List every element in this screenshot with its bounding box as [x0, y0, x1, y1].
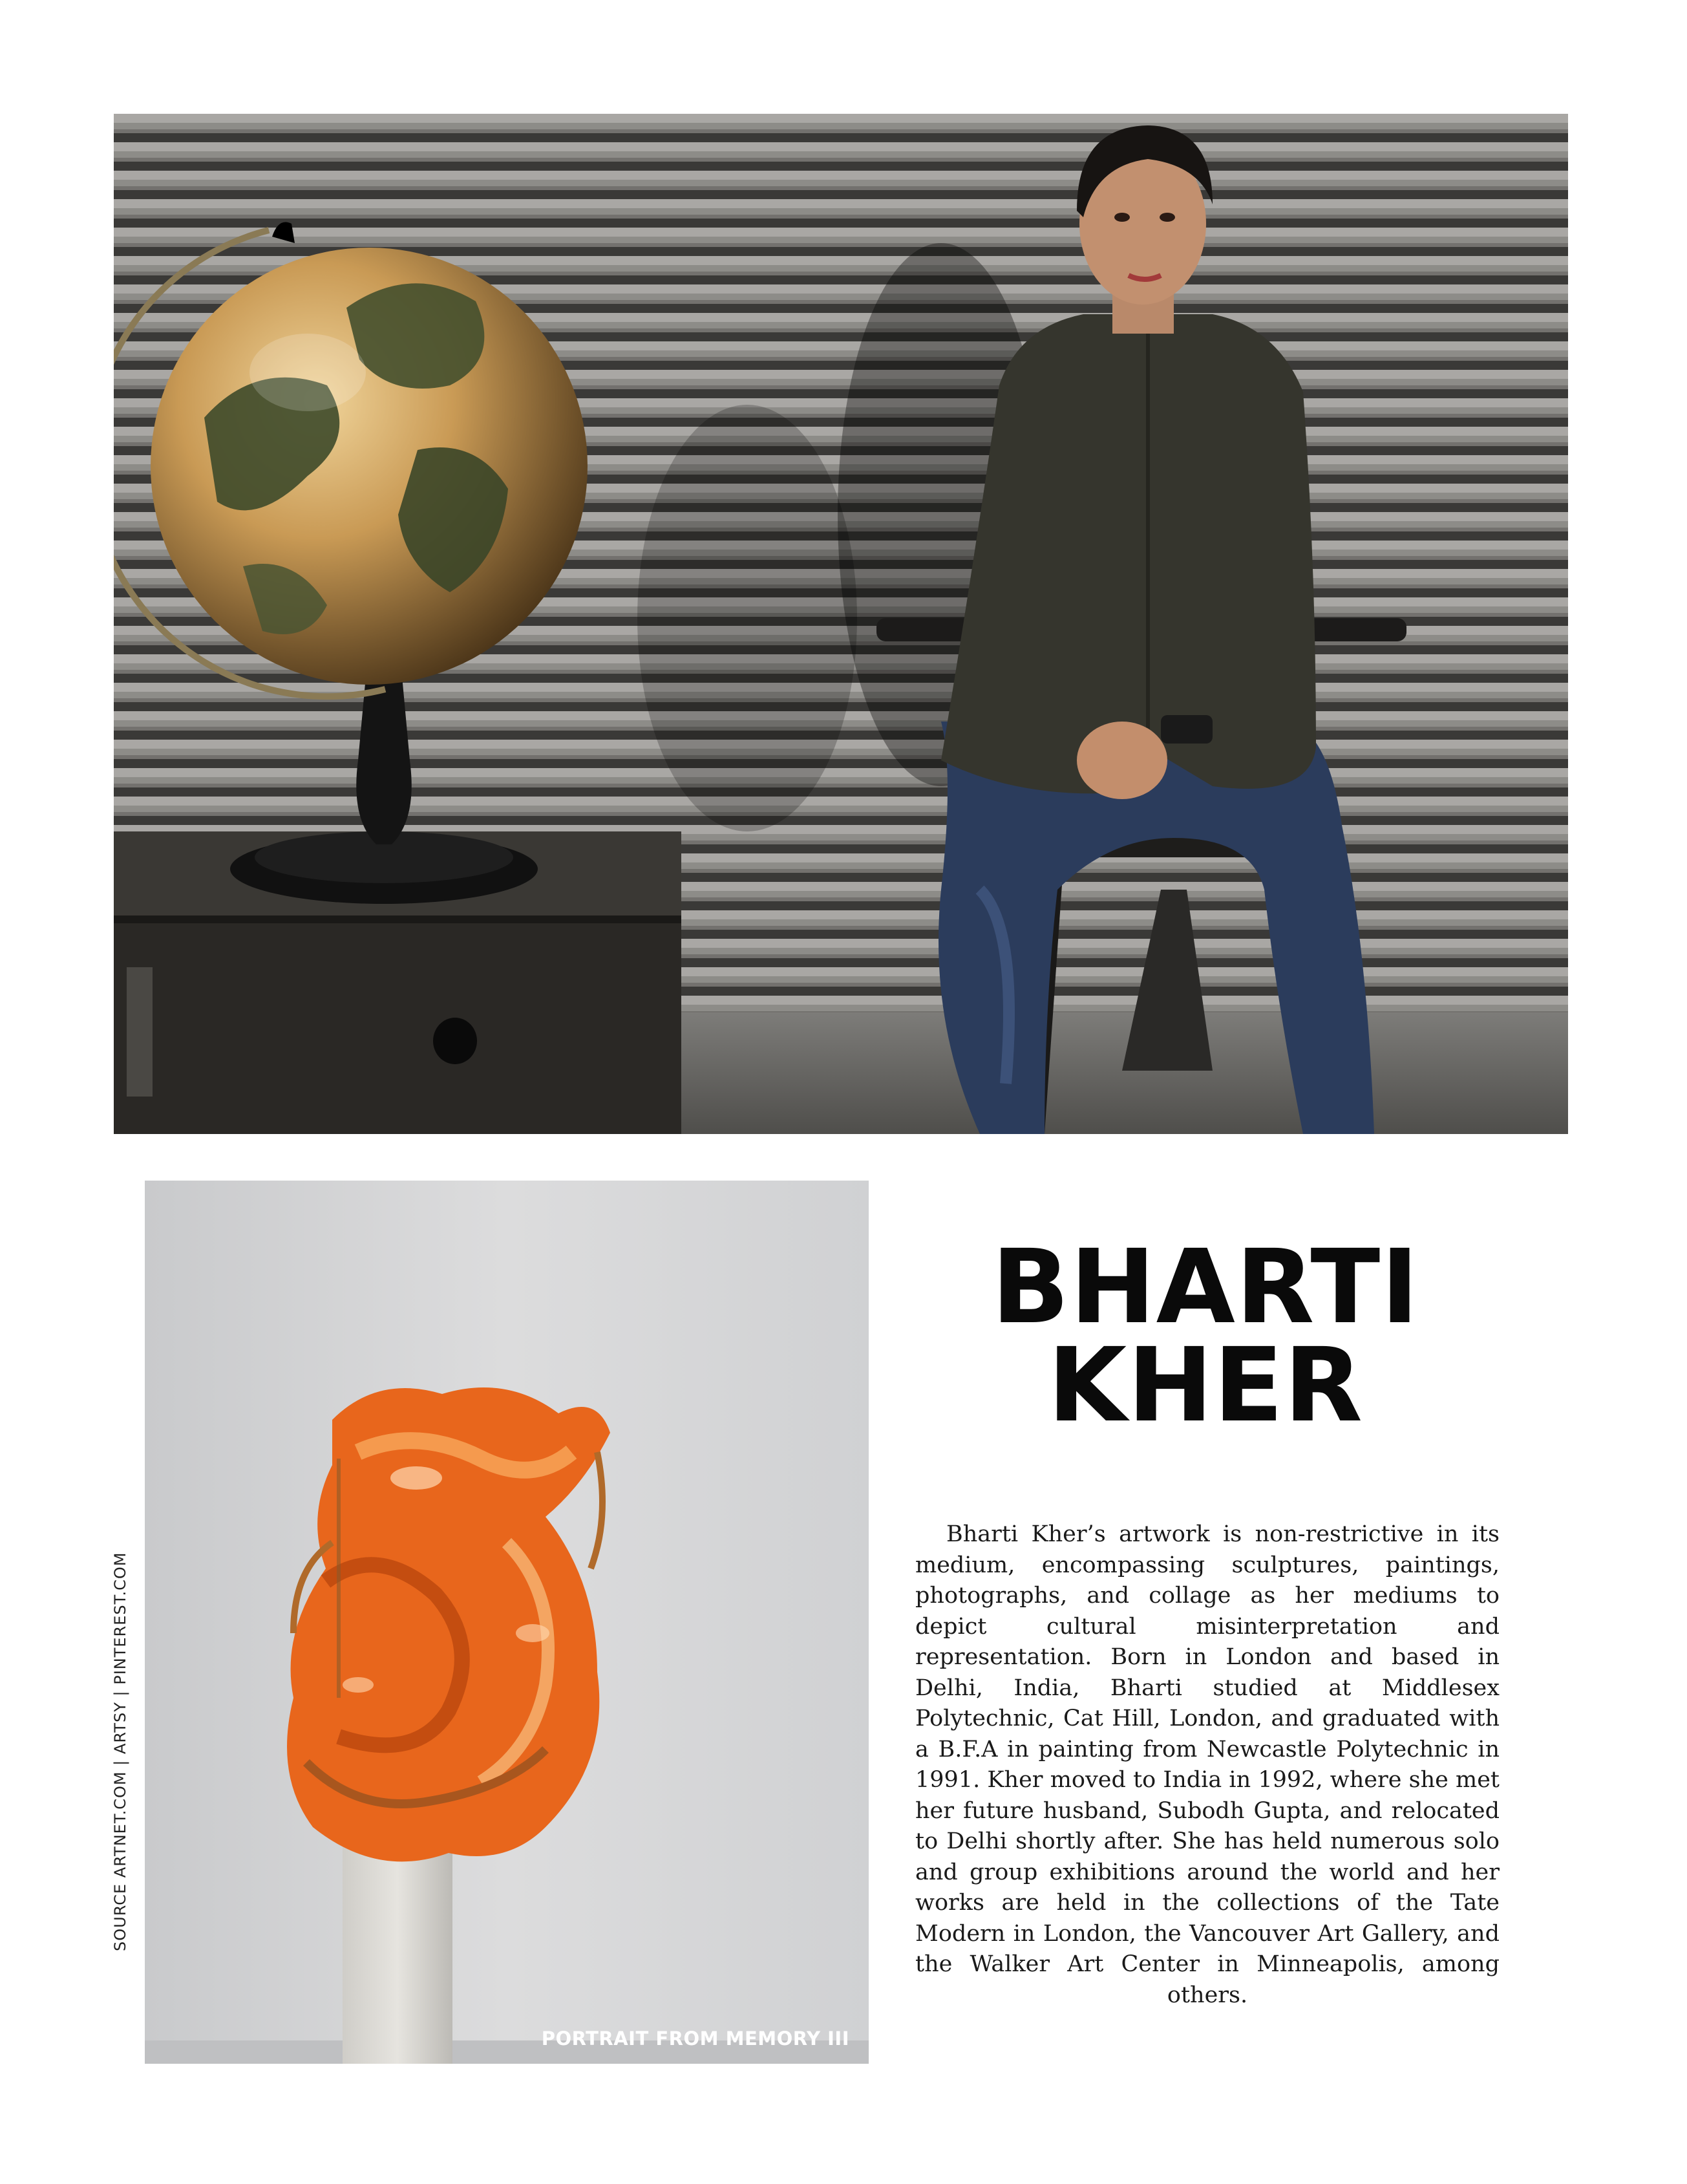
source-credit: SOURCE ARTNET.COM | ARTSY | PINTEREST.COM [111, 1552, 129, 1951]
hero-photo [114, 114, 1568, 1134]
artwork-caption: PORTRAIT FROM MEMORY III [541, 2028, 849, 2050]
title-line-first-name: BHARTI [991, 1228, 1420, 1347]
biography-paragraph: Bharti Kher’s artwork is non-restrictive in its medium, encompassing sculptures, paintings, photographs, and collage as her mediums to depict cultural misinterpretation and representation. Born in London and based in Delhi, India, Bharti studied at Middlesex Polytechnic, Cat Hill, London, and graduated with a B.F.A in painting from Newcastle Polytechnic in 1991. Kher moved to India in 1992, where she met her future husband, Subodh Gupta, and relocated to Delhi shortly after. She has held numerous solo and group exhibitions around the world and her works are held in the collections of the Tate Modern in London, the Vancouver Art Gallery, and the Walker Art Center in Minneapolis, among others. [915, 1521, 1500, 2008]
sculpture-photo [145, 1181, 869, 2064]
page-title [905, 1228, 1506, 1445]
title-line-last-name: KHER [1047, 1326, 1364, 1445]
